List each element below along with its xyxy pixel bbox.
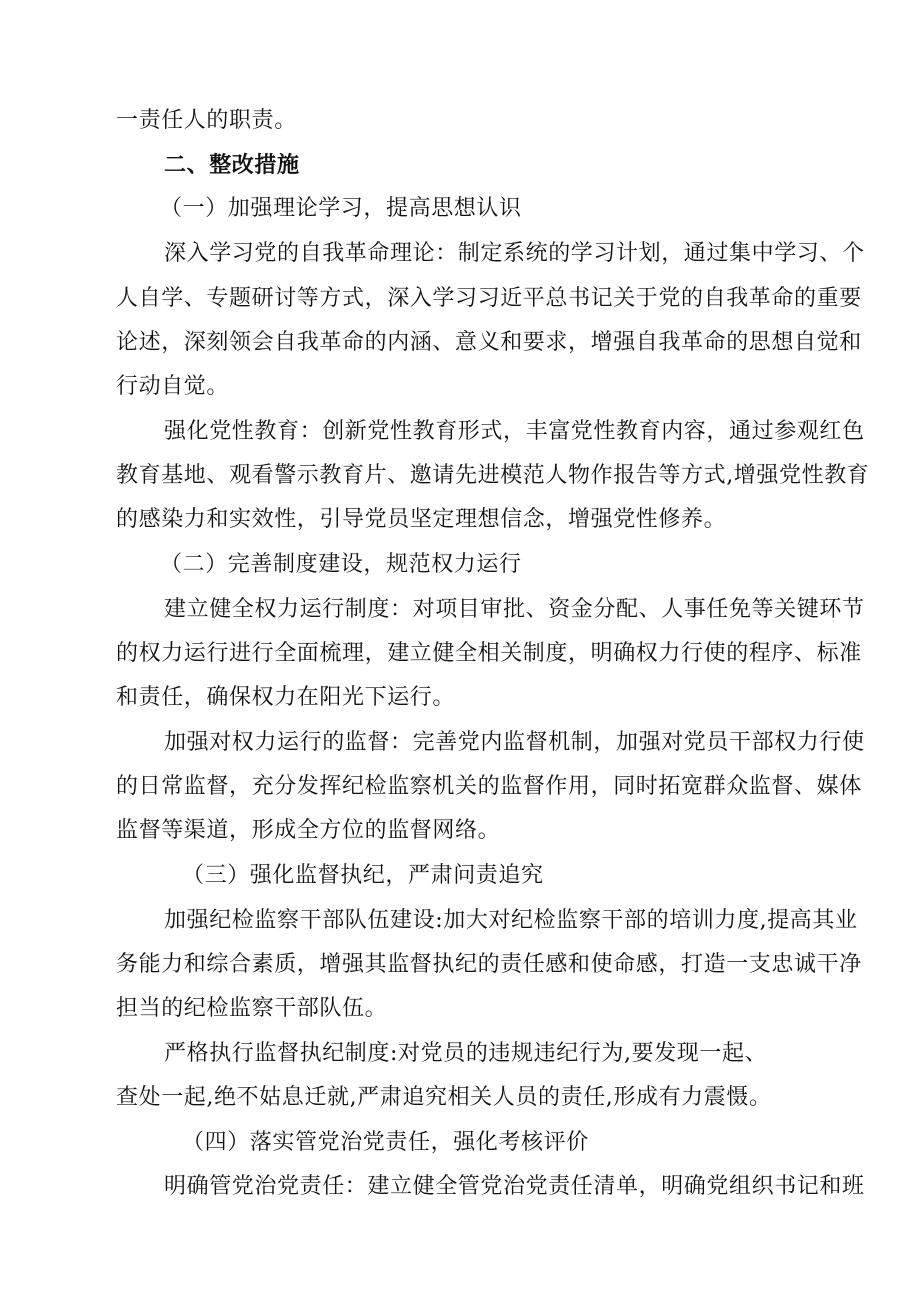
text-line: 严格执行监督执纪制度:对党员的违规违纪行为,要发现一起、 <box>164 1041 768 1066</box>
text-line: 行动自觉。 <box>116 374 230 399</box>
text-line: 人自学、专题研讨等方式，深入学习习近平总书记关于党的自我革命的重要 <box>116 286 862 311</box>
text-line: 加强对权力运行的监督：完善党内监督机制，加强对党员干部权力行使 <box>164 730 865 755</box>
text-line: 查处一起,绝不姑息迁就,严肃追究相关人员的责任,形成有力震慑。 <box>116 1085 772 1110</box>
text-line: 监督等渠道，形成全方位的监督网络。 <box>116 818 501 843</box>
text-line: 的权力运行进行全面梳理，建立健全相关制度，明确权力行使的程序、标准 <box>116 641 862 666</box>
text-line: 和责任，确保权力在阳光下运行。 <box>116 685 456 710</box>
subsection-heading: （四）落实管党治党责任，强化考核评价 <box>182 1130 589 1155</box>
subsection-heading: （三）强化监督执纪，严肃问责追究 <box>182 863 544 888</box>
text-line: 加强纪检监察干部队伍建设:加大对纪检监察干部的培训力度,提高其业 <box>164 908 858 933</box>
section-heading: 二、整改措施 <box>164 152 300 178</box>
text-line: 强化党性教育：创新党性教育形式，丰富党性教育内容，通过参观红色 <box>164 419 865 444</box>
text-line: 深入学习党的自我革命理论：制定系统的学习计划，通过集中学习、个 <box>164 241 865 266</box>
text-line: 论述，深刻领会自我革命的内涵、意义和要求，增强自我革命的思想自觉和 <box>116 330 862 355</box>
text-line: 的日常监督，充分发挥纪检监察机关的监督作用，同时拓宽群众监督、媒体 <box>116 774 862 799</box>
text-line: 的感染力和实效性，引导党员坚定理想信念，增强党性修养。 <box>116 507 727 532</box>
text-line: 务能力和综合素质，增强其监督执纪的责任感和使命感，打造一支忠诚干净 <box>116 952 862 977</box>
text-line: 教育基地、观看警示教育片、邀请先进模范人物作报告等方式,增强党性教育 <box>116 463 870 488</box>
text-line: 建立健全权力运行制度：对项目审批、资金分配、人事任免等关键环节 <box>164 597 865 622</box>
subsection-heading: （二）完善制度建设，规范权力运行 <box>160 552 522 577</box>
text-line: 担当的纪检监察干部队伍。 <box>116 996 388 1021</box>
subsection-heading: （一）加强理论学习，提高思想认识 <box>160 196 522 221</box>
text-line: 明确管党治党责任：建立健全管党治党责任清单，明确党组织书记和班 <box>164 1174 865 1199</box>
text-line: 一责任人的职责。 <box>116 108 297 133</box>
